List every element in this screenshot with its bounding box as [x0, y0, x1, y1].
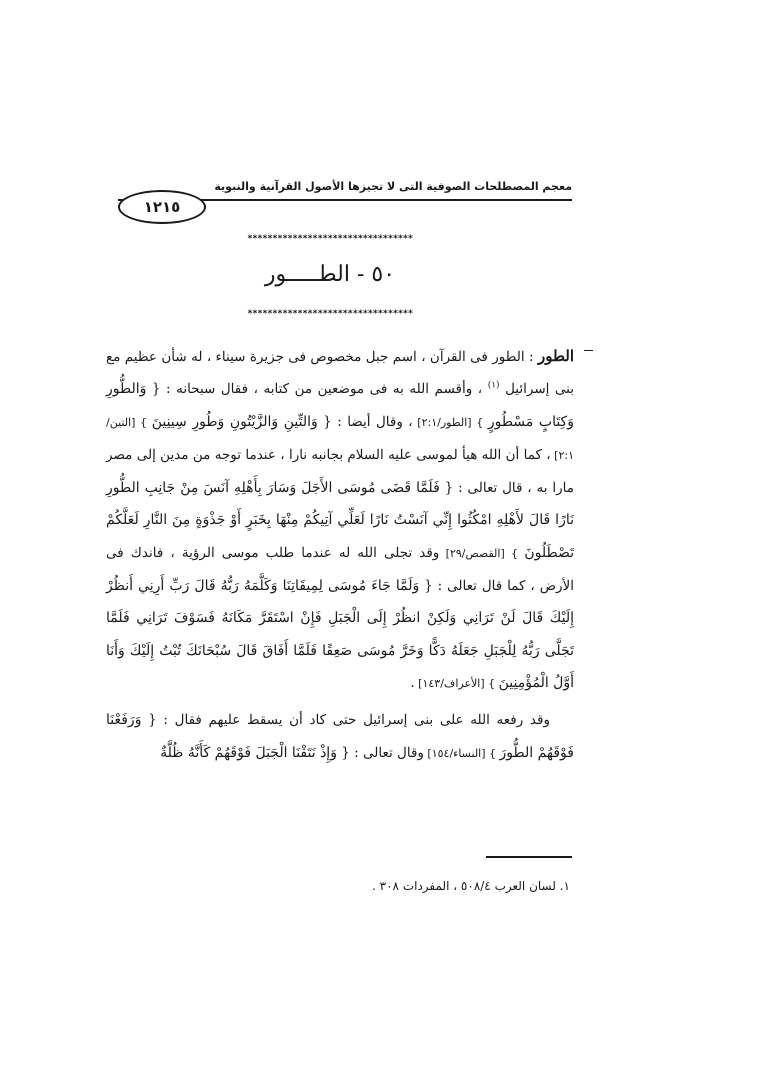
running-header: معجم المصطلحات الصوفية التى لا تجيزها الأصول القرآنية والنبوية [214, 180, 572, 193]
quran-verse: وَلَمَّا جَاءَ مُوسَى لِمِيقَاتِنَا وَكَلَّمَهُ رَبُّهُ قَالَ رَبِّ أَرِنِي أَنظُرْ إِلَيْكَ قَالَ لَنْ تَرَانِي وَلَكِنْ انظُرْ إِلَى الْجَبَلِ فَإِنْ اسْتَقَرَّ مَكَانَهُ فَسَوْفَ تَرَانِي فَلَمَّا تَجَلَّى رَبُّهُ لِلْجَبَلِ جَعَلَهُ دَكًّا وَخَرَّ مُوسَى صَعِقًا فَلَمَّا أَفَاقَ قَالَ سُبْحَانَكَ تُبْتُ إِلَيْكَ وَأَنَا أَوَّلُ الْمُؤْمِنِينَ [106, 578, 574, 691]
text-segment: : الطور فى القرآن ، اسم جبل مخصوص فى جزيرة سيناء ، له شأن عظيم مع بنى إسرائيل [106, 349, 575, 398]
text-segment: ، كما أن الله هيأ لموسى عليه السلام بجانبه نارا ، عندما توجه من مدين إلى مصر مارا به ، قال تعالى : { [106, 446, 574, 497]
verse-reference: } [القصص/٢٩] [439, 546, 525, 560]
text-segment: ، وقال أيضا : { [317, 413, 413, 430]
verse-reference: } [الطور/٢:١] [412, 415, 488, 429]
footnote-rule [486, 856, 572, 858]
page-number: ١٢١٥ [118, 190, 206, 224]
quran-verse: وَرَفَعْنَا فَوْقَهُمْ الطُّورَ [106, 712, 574, 761]
text-segment: . [410, 674, 415, 691]
quran-verse: وَالطُّورِ وَكِتَابٍ مَسْطُورٍ [106, 381, 574, 430]
verse-reference: } [الأعراف/١٤٣] [414, 676, 499, 690]
star-separator-top: ********************************* [247, 234, 413, 244]
footnote: ١. لسان العرب ٥٠٨/٤ ، المفردات ٣٠٨ . [372, 879, 570, 893]
verse-reference: } [التين/٢:١] [106, 415, 575, 462]
section-title: ٥٠ - الطـــــور [264, 262, 396, 287]
paragraph-dash-mark [584, 350, 593, 351]
text-segment: وقال تعالى : { [336, 744, 424, 761]
quran-verse: فَلَمَّا قَضَى مُوسَى الأَجَلَ وَسَارَ بِأَهْلِهِ آنَسَ مِنْ جَانِبِ الطُّورِ نَارًا قَالَ لأَهْلِهِ امْكُثُوا إِنِّي آنَسْتُ نَارًا لَعَلِّي آتِيكُمْ مِنْهَا بِخَبَرٍ أَوْ جَذْوَةٍ مِنَ النَّارِ لَعَلَّكُمْ تَصْطَلُونَ [106, 480, 574, 561]
article-body [106, 340, 574, 770]
term-heading: الطور [537, 347, 574, 365]
text-segment: وقد رفعه الله على بنى إسرائيل حتى كاد أن يسقط عليهم فقال : { [141, 712, 550, 729]
verse-reference: } [النساء/١٥٤] [423, 746, 500, 760]
text-segment: وقد تجلى الله له عندما طلب موسى الرؤية ، فاندك فى الأرض ، كما قال تعالى : { [106, 544, 574, 595]
star-separator-bottom: ********************************* [247, 309, 413, 319]
quran-verse: وَإِذْ نَتَقْنَا الْجَبَلَ فَوْقَهُمْ كَأَنَّهُ ظُلَّةٌ [160, 744, 337, 761]
text-segment: ، وأقسم الله به فى موضعين من كتابه ، فقال سبحانه : { [146, 381, 488, 398]
quran-verse: وَالتِّينِ وَالزَّيْتُونِ وَطُورِ سِينِينَ [151, 413, 318, 430]
paragraph-1 [106, 340, 574, 700]
footnote-marker: (١) [487, 380, 500, 391]
paragraph-2 [106, 704, 574, 770]
